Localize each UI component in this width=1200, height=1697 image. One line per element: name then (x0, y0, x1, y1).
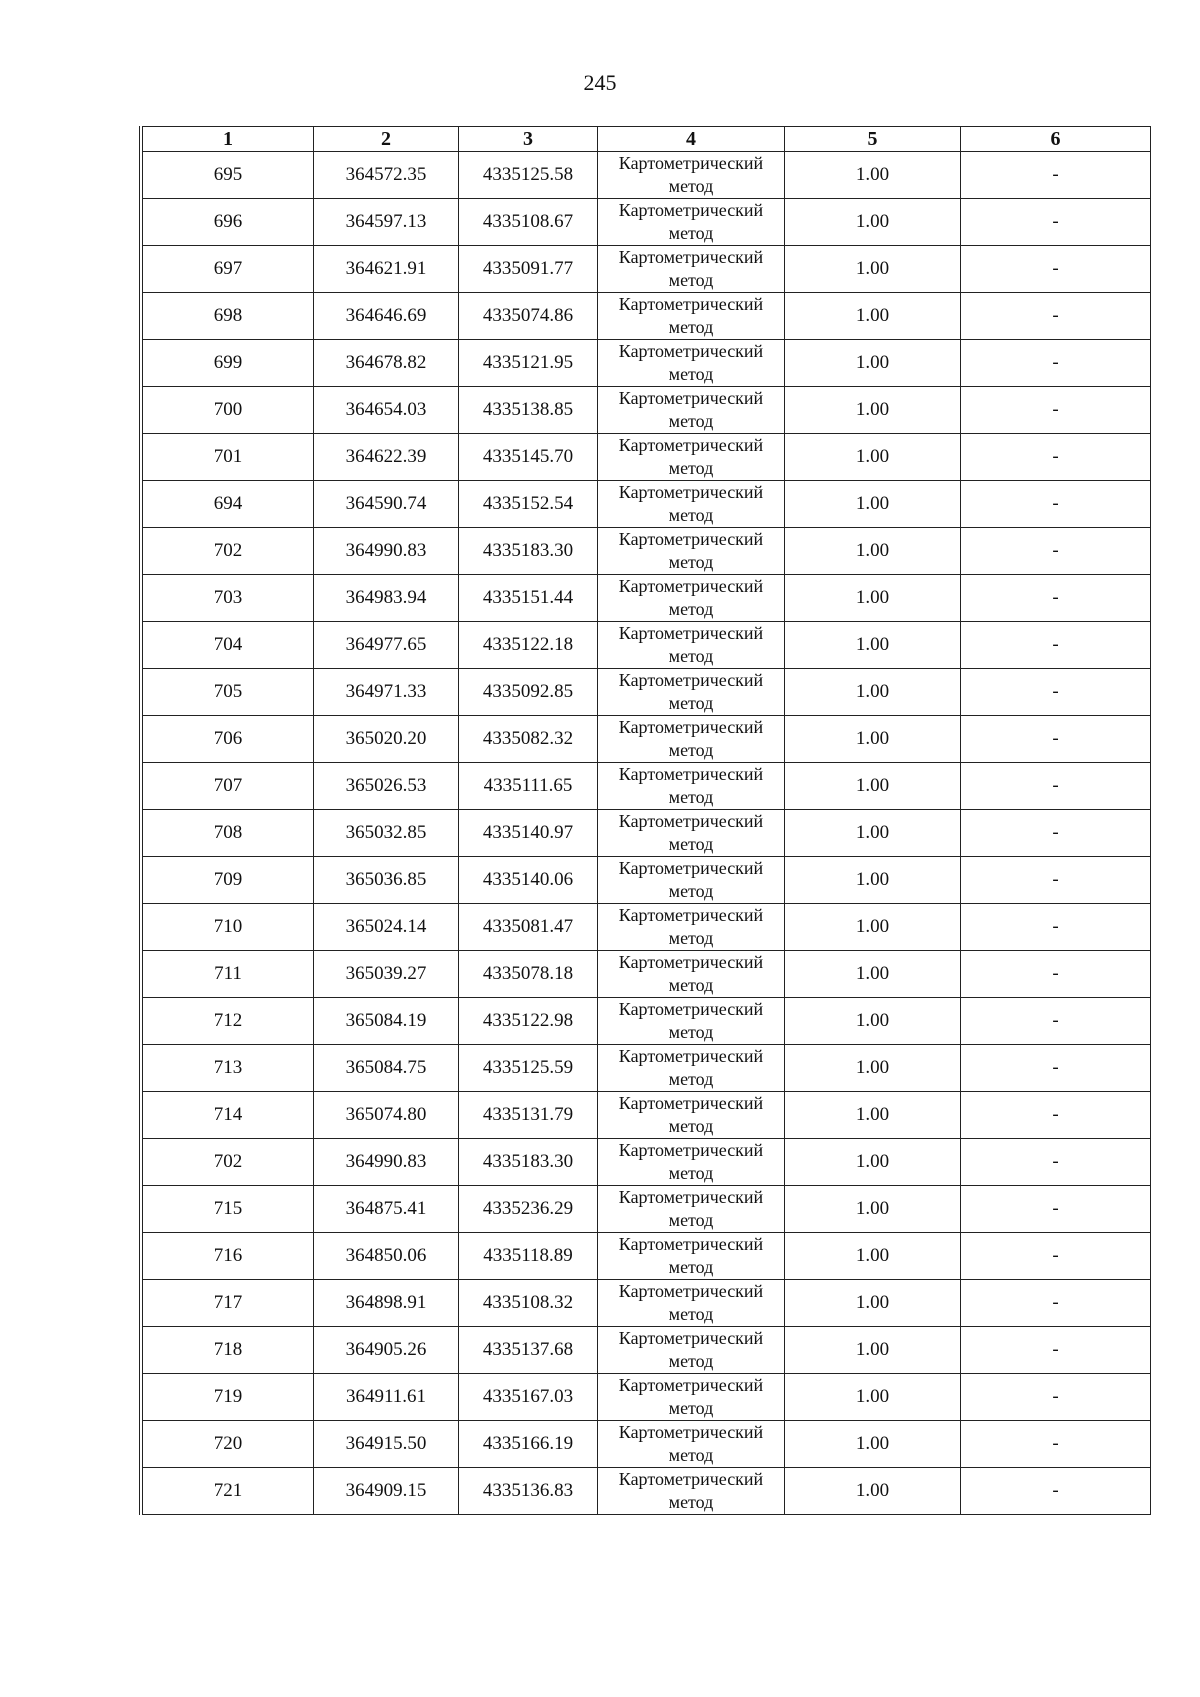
note-cell: - (961, 763, 1151, 810)
y-coordinate-cell: 4335236.29 (459, 1186, 598, 1233)
y-coordinate-cell: 4335125.58 (459, 152, 598, 199)
table-row (143, 246, 1151, 293)
method-line-2: метод (668, 787, 714, 807)
table-row (143, 1139, 1151, 1186)
method-line-2: метод (668, 834, 714, 854)
table-row (143, 152, 1151, 199)
y-coordinate-cell: 4335183.30 (459, 528, 598, 575)
method-line-2: метод (668, 176, 714, 196)
accuracy-cell: 1.00 (785, 1280, 961, 1327)
point-number-cell: 696 (143, 199, 314, 246)
table-row (143, 340, 1151, 387)
method-line-1: Картометрический (618, 717, 764, 737)
method-line-2: метод (668, 1492, 714, 1512)
x-coordinate-cell: 364850.06 (314, 1233, 459, 1280)
method-line-1: Картометрический (618, 999, 764, 1019)
y-coordinate-cell: 4335118.89 (459, 1233, 598, 1280)
method-line-2: метод (668, 458, 714, 478)
note-cell: - (961, 1374, 1151, 1421)
method-cell (598, 1092, 785, 1139)
method-cell (598, 1045, 785, 1092)
method-cell (598, 951, 785, 998)
method-line-1: Картометрический (618, 1234, 764, 1254)
accuracy-cell: 1.00 (785, 1374, 961, 1421)
x-coordinate-cell: 365024.14 (314, 904, 459, 951)
method-line-2: метод (668, 505, 714, 525)
table-row (143, 763, 1151, 810)
x-coordinate-cell: 364654.03 (314, 387, 459, 434)
y-coordinate-cell: 4335183.30 (459, 1139, 598, 1186)
accuracy-cell: 1.00 (785, 481, 961, 528)
point-number-cell: 720 (143, 1421, 314, 1468)
method-line-2: метод (668, 270, 714, 290)
x-coordinate-cell: 365026.53 (314, 763, 459, 810)
y-coordinate-cell: 4335082.32 (459, 716, 598, 763)
method-cell (598, 810, 785, 857)
point-number-cell: 702 (143, 528, 314, 575)
method-line-2: метод (668, 552, 714, 572)
method-line-2: метод (668, 1257, 714, 1277)
x-coordinate-cell: 365074.80 (314, 1092, 459, 1139)
accuracy-cell: 1.00 (785, 622, 961, 669)
method-cell (598, 763, 785, 810)
method-cell (598, 152, 785, 199)
x-coordinate-cell: 364597.13 (314, 199, 459, 246)
point-number-cell: 704 (143, 622, 314, 669)
point-number-cell: 714 (143, 1092, 314, 1139)
y-coordinate-cell: 4335140.06 (459, 857, 598, 904)
point-number-cell: 695 (143, 152, 314, 199)
method-cell (598, 528, 785, 575)
method-cell (598, 716, 785, 763)
method-cell (598, 622, 785, 669)
accuracy-cell: 1.00 (785, 1468, 961, 1515)
table-row (143, 998, 1151, 1045)
accuracy-cell: 1.00 (785, 528, 961, 575)
method-line-1: Картометрический (618, 905, 764, 925)
point-number-cell: 711 (143, 951, 314, 998)
y-coordinate-cell: 4335092.85 (459, 669, 598, 716)
method-line-1: Картометрический (618, 1140, 764, 1160)
y-coordinate-cell: 4335145.70 (459, 434, 598, 481)
note-cell: - (961, 857, 1151, 904)
point-number-cell: 703 (143, 575, 314, 622)
y-coordinate-cell: 4335137.68 (459, 1327, 598, 1374)
column-header: 3 (459, 127, 598, 152)
point-number-cell: 717 (143, 1280, 314, 1327)
x-coordinate-cell: 365032.85 (314, 810, 459, 857)
y-coordinate-cell: 4335108.32 (459, 1280, 598, 1327)
accuracy-cell: 1.00 (785, 951, 961, 998)
y-coordinate-cell: 4335074.86 (459, 293, 598, 340)
y-coordinate-cell: 4335136.83 (459, 1468, 598, 1515)
method-cell (598, 1186, 785, 1233)
note-cell: - (961, 951, 1151, 998)
method-line-2: метод (668, 975, 714, 995)
x-coordinate-cell: 365020.20 (314, 716, 459, 763)
note-cell: - (961, 1186, 1151, 1233)
point-number-cell: 710 (143, 904, 314, 951)
y-coordinate-cell: 4335125.59 (459, 1045, 598, 1092)
table-header-row (143, 127, 1151, 152)
table-row (143, 293, 1151, 340)
accuracy-cell: 1.00 (785, 152, 961, 199)
method-cell (598, 1139, 785, 1186)
method-line-1: Картометрический (618, 670, 764, 690)
y-coordinate-cell: 4335078.18 (459, 951, 598, 998)
note-cell: - (961, 387, 1151, 434)
table-row (143, 904, 1151, 951)
method-line-2: метод (668, 1210, 714, 1230)
accuracy-cell: 1.00 (785, 199, 961, 246)
y-coordinate-cell: 4335140.97 (459, 810, 598, 857)
method-line-1: Картометрический (618, 341, 764, 361)
accuracy-cell: 1.00 (785, 998, 961, 1045)
method-line-1: Картометрический (618, 435, 764, 455)
note-cell: - (961, 1421, 1151, 1468)
method-cell (598, 246, 785, 293)
accuracy-cell: 1.00 (785, 1139, 961, 1186)
x-coordinate-cell: 364898.91 (314, 1280, 459, 1327)
x-coordinate-cell: 364622.39 (314, 434, 459, 481)
x-coordinate-cell: 364990.83 (314, 528, 459, 575)
note-cell: - (961, 152, 1151, 199)
method-cell (598, 998, 785, 1045)
method-line-2: метод (668, 599, 714, 619)
point-number-cell: 709 (143, 857, 314, 904)
column-header: 2 (314, 127, 459, 152)
point-number-cell: 712 (143, 998, 314, 1045)
x-coordinate-cell: 364678.82 (314, 340, 459, 387)
point-number-cell: 713 (143, 1045, 314, 1092)
method-cell (598, 575, 785, 622)
table-row (143, 1327, 1151, 1374)
page-number: 245 (583, 70, 617, 95)
y-coordinate-cell: 4335121.95 (459, 340, 598, 387)
x-coordinate-cell: 364875.41 (314, 1186, 459, 1233)
method-cell (598, 340, 785, 387)
method-cell (598, 1280, 785, 1327)
accuracy-cell: 1.00 (785, 293, 961, 340)
method-line-1: Картометрический (618, 482, 764, 502)
x-coordinate-cell: 364977.65 (314, 622, 459, 669)
method-line-1: Картометрический (618, 576, 764, 596)
x-coordinate-cell: 365036.85 (314, 857, 459, 904)
method-cell (598, 1421, 785, 1468)
table-row (143, 1045, 1151, 1092)
table-row (143, 1092, 1151, 1139)
accuracy-cell: 1.00 (785, 857, 961, 904)
note-cell: - (961, 528, 1151, 575)
point-number-cell: 718 (143, 1327, 314, 1374)
note-cell: - (961, 1092, 1151, 1139)
accuracy-cell: 1.00 (785, 1327, 961, 1374)
method-line-1: Картометрический (618, 811, 764, 831)
point-number-cell: 719 (143, 1374, 314, 1421)
method-cell (598, 481, 785, 528)
x-coordinate-cell: 364590.74 (314, 481, 459, 528)
method-line-2: метод (668, 646, 714, 666)
note-cell: - (961, 340, 1151, 387)
method-line-1: Картометрический (618, 1187, 764, 1207)
method-line-2: метод (668, 1445, 714, 1465)
x-coordinate-cell: 364646.69 (314, 293, 459, 340)
y-coordinate-cell: 4335091.77 (459, 246, 598, 293)
table-row (143, 199, 1151, 246)
y-coordinate-cell: 4335122.98 (459, 998, 598, 1045)
coordinates-table-container (139, 126, 1154, 1515)
method-line-2: метод (668, 1116, 714, 1136)
method-line-2: метод (668, 740, 714, 760)
y-coordinate-cell: 4335167.03 (459, 1374, 598, 1421)
method-line-2: метод (668, 317, 714, 337)
point-number-cell: 697 (143, 246, 314, 293)
method-line-2: метод (668, 1069, 714, 1089)
column-header: 5 (785, 127, 961, 152)
y-coordinate-cell: 4335152.54 (459, 481, 598, 528)
y-coordinate-cell: 4335111.65 (459, 763, 598, 810)
column-header: 1 (143, 127, 314, 152)
table-row (143, 1374, 1151, 1421)
method-cell (598, 434, 785, 481)
x-coordinate-cell: 365084.75 (314, 1045, 459, 1092)
point-number-cell: 702 (143, 1139, 314, 1186)
table-row (143, 857, 1151, 904)
method-cell (598, 199, 785, 246)
note-cell: - (961, 1280, 1151, 1327)
method-line-2: метод (668, 1351, 714, 1371)
note-cell: - (961, 1045, 1151, 1092)
method-line-1: Картометрический (618, 1375, 764, 1395)
accuracy-cell: 1.00 (785, 1233, 961, 1280)
method-line-1: Картометрический (618, 247, 764, 267)
accuracy-cell: 1.00 (785, 669, 961, 716)
method-cell (598, 669, 785, 716)
method-line-1: Картометрический (618, 1328, 764, 1348)
note-cell: - (961, 1139, 1151, 1186)
method-line-2: метод (668, 881, 714, 901)
accuracy-cell: 1.00 (785, 1186, 961, 1233)
table-row (143, 716, 1151, 763)
point-number-cell: 701 (143, 434, 314, 481)
table-row (143, 1186, 1151, 1233)
method-cell (598, 1468, 785, 1515)
x-coordinate-cell: 364915.50 (314, 1421, 459, 1468)
x-coordinate-cell: 364971.33 (314, 669, 459, 716)
method-line-1: Картометрический (618, 153, 764, 173)
point-number-cell: 700 (143, 387, 314, 434)
method-line-1: Картометрический (618, 623, 764, 643)
x-coordinate-cell: 364911.61 (314, 1374, 459, 1421)
method-cell (598, 857, 785, 904)
accuracy-cell: 1.00 (785, 246, 961, 293)
note-cell: - (961, 199, 1151, 246)
method-line-1: Картометрический (618, 1046, 764, 1066)
method-line-1: Картометрический (618, 200, 764, 220)
column-header: 6 (961, 127, 1151, 152)
table-row (143, 481, 1151, 528)
method-cell (598, 1327, 785, 1374)
table-row (143, 1280, 1151, 1327)
table-row (143, 1421, 1151, 1468)
accuracy-cell: 1.00 (785, 1421, 961, 1468)
point-number-cell: 715 (143, 1186, 314, 1233)
note-cell: - (961, 716, 1151, 763)
method-cell (598, 1233, 785, 1280)
y-coordinate-cell: 4335122.18 (459, 622, 598, 669)
accuracy-cell: 1.00 (785, 810, 961, 857)
note-cell: - (961, 1233, 1151, 1280)
method-line-1: Картометрический (618, 388, 764, 408)
y-coordinate-cell: 4335081.47 (459, 904, 598, 951)
accuracy-cell: 1.00 (785, 575, 961, 622)
note-cell: - (961, 904, 1151, 951)
method-line-1: Картометрический (618, 529, 764, 549)
method-line-1: Картометрический (618, 294, 764, 314)
y-coordinate-cell: 4335151.44 (459, 575, 598, 622)
method-line-1: Картометрический (618, 858, 764, 878)
point-number-cell: 708 (143, 810, 314, 857)
method-line-2: метод (668, 1304, 714, 1324)
method-line-2: метод (668, 223, 714, 243)
method-line-1: Картометрический (618, 1422, 764, 1442)
column-header: 4 (598, 127, 785, 152)
accuracy-cell: 1.00 (785, 1092, 961, 1139)
method-line-1: Картометрический (618, 952, 764, 972)
x-coordinate-cell: 365039.27 (314, 951, 459, 998)
method-line-2: метод (668, 411, 714, 431)
table-row (143, 669, 1151, 716)
point-number-cell: 698 (143, 293, 314, 340)
table-row (143, 575, 1151, 622)
y-coordinate-cell: 4335108.67 (459, 199, 598, 246)
method-line-1: Картометрический (618, 1093, 764, 1113)
point-number-cell: 706 (143, 716, 314, 763)
note-cell: - (961, 622, 1151, 669)
accuracy-cell: 1.00 (785, 1045, 961, 1092)
table-row (143, 1233, 1151, 1280)
accuracy-cell: 1.00 (785, 340, 961, 387)
x-coordinate-cell: 364572.35 (314, 152, 459, 199)
accuracy-cell: 1.00 (785, 434, 961, 481)
method-line-2: метод (668, 1022, 714, 1042)
method-line-1: Картометрический (618, 1469, 764, 1489)
point-number-cell: 694 (143, 481, 314, 528)
note-cell: - (961, 434, 1151, 481)
point-number-cell: 721 (143, 1468, 314, 1515)
method-line-1: Картометрический (618, 764, 764, 784)
table-row (143, 810, 1151, 857)
accuracy-cell: 1.00 (785, 716, 961, 763)
note-cell: - (961, 669, 1151, 716)
x-coordinate-cell: 365084.19 (314, 998, 459, 1045)
point-number-cell: 716 (143, 1233, 314, 1280)
table-row (143, 387, 1151, 434)
accuracy-cell: 1.00 (785, 904, 961, 951)
method-cell (598, 904, 785, 951)
point-number-cell: 705 (143, 669, 314, 716)
method-cell (598, 387, 785, 434)
x-coordinate-cell: 364983.94 (314, 575, 459, 622)
table-row (143, 622, 1151, 669)
accuracy-cell: 1.00 (785, 763, 961, 810)
x-coordinate-cell: 364621.91 (314, 246, 459, 293)
note-cell: - (961, 293, 1151, 340)
y-coordinate-cell: 4335138.85 (459, 387, 598, 434)
table-row (143, 1468, 1151, 1515)
note-cell: - (961, 1468, 1151, 1515)
table-row (143, 434, 1151, 481)
x-coordinate-cell: 364909.15 (314, 1468, 459, 1515)
note-cell: - (961, 246, 1151, 293)
method-line-2: метод (668, 693, 714, 713)
note-cell: - (961, 1327, 1151, 1374)
table-row (143, 951, 1151, 998)
accuracy-cell: 1.00 (785, 387, 961, 434)
method-cell (598, 1374, 785, 1421)
method-line-2: метод (668, 928, 714, 948)
note-cell: - (961, 481, 1151, 528)
point-number-cell: 699 (143, 340, 314, 387)
method-line-2: метод (668, 1163, 714, 1183)
table-row (143, 528, 1151, 575)
note-cell: - (961, 810, 1151, 857)
method-cell (598, 293, 785, 340)
x-coordinate-cell: 364990.83 (314, 1139, 459, 1186)
note-cell: - (961, 998, 1151, 1045)
method-line-2: метод (668, 364, 714, 384)
x-coordinate-cell: 364905.26 (314, 1327, 459, 1374)
point-number-cell: 707 (143, 763, 314, 810)
table-body (143, 152, 1151, 1515)
coordinates-table (142, 126, 1151, 1515)
method-line-1: Картометрический (618, 1281, 764, 1301)
note-cell: - (961, 575, 1151, 622)
y-coordinate-cell: 4335166.19 (459, 1421, 598, 1468)
method-line-2: метод (668, 1398, 714, 1418)
y-coordinate-cell: 4335131.79 (459, 1092, 598, 1139)
